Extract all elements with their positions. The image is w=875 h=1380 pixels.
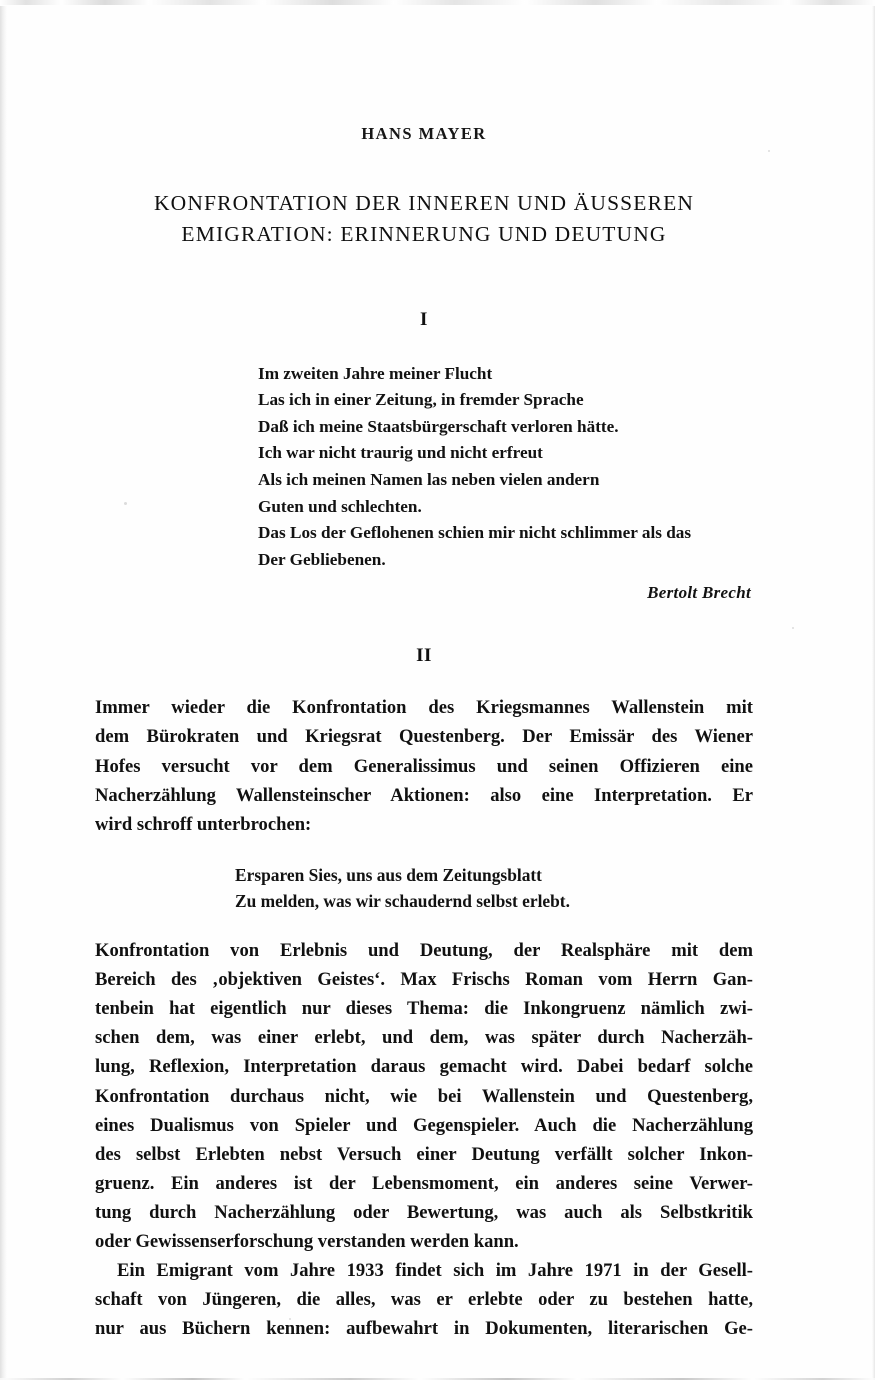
text-line: tenbein hat eigentlich nur dieses Thema: die Inkongruenz nämlich zwi- — [95, 998, 753, 1020]
poem-line: Guten und schlechten. — [258, 496, 422, 516]
text-line: Bereich des ‚objektiven Geistes‘. Max Frischs Roman vom Herrn Gan- — [95, 969, 753, 991]
body-text — [95, 693, 753, 1343]
text-line: Ein Emigrant vom Jahre 1933 findet sich im Jahre 1971 in der Gesell- — [117, 1260, 753, 1282]
brecht-poem — [258, 361, 753, 574]
schiller-verse-quotation — [235, 862, 753, 914]
poem-line: Der Gebliebenen. — [258, 549, 386, 569]
scan-speck — [768, 150, 770, 152]
text-line: Konfrontation durchaus nicht, wie bei Wallenstein und Questenberg, — [95, 1085, 753, 1107]
title-line-2: EMIGRATION: ERINNERUNG UND DEUTUNG — [181, 222, 667, 247]
text-line: Konfrontation von Erlebnis und Deutung, der Realsphäre mit dem — [95, 940, 753, 962]
paragraph-konfrontation — [95, 936, 753, 1256]
paragraph-emigrant — [95, 1256, 753, 1343]
text-line: schen dem, was einer erlebt, und dem, was später durch Nacherzäh- — [95, 1027, 753, 1049]
text-line: des selbst Erlebten nebst Versuch einer Deutung verfällt solcher Inkon- — [95, 1143, 753, 1165]
text-line: dem Bürokraten und Kriegsrat Questenberg. Der Emissär des Wiener — [95, 726, 753, 748]
text-line: schaft von Jüngeren, die alles, was er erlebte oder zu bestehen hatte, — [95, 1289, 753, 1311]
poem-line: Als ich meinen Namen las neben vielen andern — [258, 470, 600, 490]
text-line: Hofes versucht vor dem Generalissimus und seinen Offizieren eine — [95, 755, 753, 777]
text-line: eines Dualismus von Spieler und Gegenspieler. Auch die Nacherzählung — [95, 1114, 753, 1136]
text-line: tung durch Nacherzählung oder Bewertung, was auch als Selbstkritik — [95, 1201, 753, 1223]
author-name: HANS MAYER — [361, 124, 487, 143]
poem-line: Las ich in einer Zeitung, in fremder Sprache — [258, 390, 584, 410]
scan-left-edge-shadow — [0, 6, 7, 1380]
title-line-1: KONFRONTATION DER INNEREN UND ÄUSSEREN — [153, 191, 695, 215]
poem-line: Im zweiten Jahre meiner Flucht — [258, 363, 493, 383]
text-line: nur aus Büchern kennen: aufbewahrt in Dokumenten, literarischen Ge- — [95, 1318, 753, 1340]
text-line: wird schroff unterbrochen: — [95, 813, 312, 835]
text-line: Immer wieder die Konfrontation des Kriegsmannes Wallenstein mit — [95, 697, 753, 719]
text-line: Nacherzählung Wallensteinscher Aktionen: also eine Interpretation. Er — [95, 784, 753, 806]
quote-line: Zu melden, was wir schaudernd selbst erlebt. — [235, 890, 570, 911]
text-line: lung, Reflexion, Interpretation daraus gemacht wird. Dabei bedarf solche — [95, 1056, 753, 1078]
scan-speck — [792, 627, 794, 629]
page-title — [95, 188, 753, 251]
section-numeral-one: I — [420, 308, 428, 330]
text-column — [95, 0, 753, 1343]
text-line: gruenz. Ein anderes ist der Lebensmoment, ein anderes seine Verwer- — [95, 1172, 753, 1194]
poem-attribution: Bertolt Brecht — [647, 583, 751, 603]
text-line: oder Gewissenserforschung verstanden werden kann. — [95, 1231, 519, 1252]
poem-line: Das Los der Geflohenen schien mir nicht schlimmer als das — [258, 523, 692, 543]
section-numeral-two: II — [416, 645, 432, 667]
poem-line: Ich war nicht traurig und nicht erfreut — [258, 443, 543, 463]
paragraph-wallenstein — [95, 693, 753, 838]
quote-line: Ersparen Sies, uns aus dem Zeitungsblatt — [235, 864, 542, 885]
poem-line: Daß ich meine Staatsbürgerschaft verloren hätte. — [258, 416, 619, 436]
